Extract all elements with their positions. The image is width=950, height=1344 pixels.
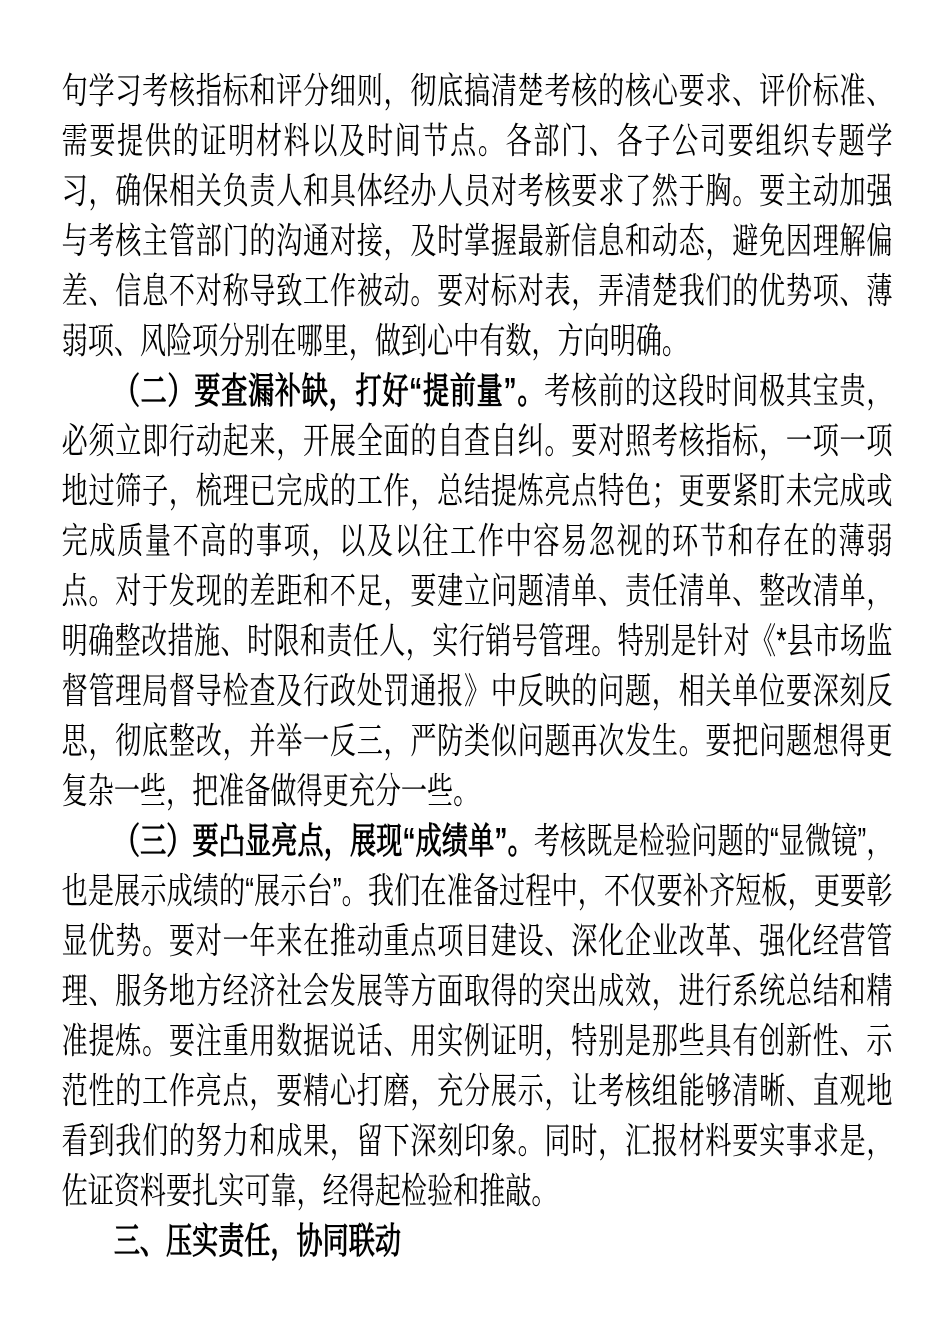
body-paragraph-continuation (62, 66, 893, 366)
body-paragraph-item-3 (62, 816, 893, 1216)
bold-text-run: 三、压实责任，协同联动 (113, 1220, 401, 1261)
body-paragraph-item-2 (62, 366, 893, 816)
section-heading-3 (62, 1216, 893, 1266)
text-run: 考核前的这段时间极其宝贵，必须立即行动起来，开展全面的自查自纠。要对照考核指标，一项一项地过筛子，梳理已完成的工作，总结提炼亮点特色；更要紧盯未完成或完成质量不高的事项，以及以往工作中容易忽视的环节和存在的薄弱点。对于发现的差距和不足，要建立问题清单、责任清单、整改清单，明确整改措施、时限和责任人，实行销号管理。特别是针对《*县市场监督管理局督导检查及行政处罚通报》中反映的问题，相关单位要深刻反思，彻底整改，并举一反三，严防类似问题再次发生。要把问题想得更复杂一些，把准备做得更充分一些。 (61, 370, 893, 811)
bold-text-run: （三）要凸显亮点，展现“成绩单”。 (113, 820, 534, 861)
text-run: 句学习考核指标和评分细则，彻底搞清楚考核的核心要求、评价标准、需要提供的证明材料以及时间节点。各部门、各子公司要组织专题学习，确保相关负责人和具体经办人员对考核要求了然于胸。要主动加强与考核主管部门的沟通对接，及时掌握最新信息和动态，避免因理解偏差、信息不对称导致工作被动。要对标对表，弄清楚我们的优势项、薄弱项、风险项分别在哪里，做到心中有数，方向明确。 (61, 70, 893, 361)
bold-text-run: （二）要查漏补缺，打好“提前量”。 (113, 370, 545, 411)
text-run: 考核既是检验问题的“显微镜”，也是展示成绩的“展示台”。我们在准备过程中，不仅要补齐短板，更要彰显优势。要对一年来在推动重点项目建设、深化企业改革、强化经营管理、服务地方经济社会发展等方面取得的突出成效，进行系统总结和精准提炼。要注重用数据说话、用实例证明，特别是那些具有创新性、示范性的工作亮点，要精心打磨，充分展示，让考核组能够清晰、直观地看到我们的努力和成果，留下深刻印象。同时，汇报材料要实事求是，佐证资料要扎实可靠，经得起检验和推敲。 (61, 820, 893, 1211)
